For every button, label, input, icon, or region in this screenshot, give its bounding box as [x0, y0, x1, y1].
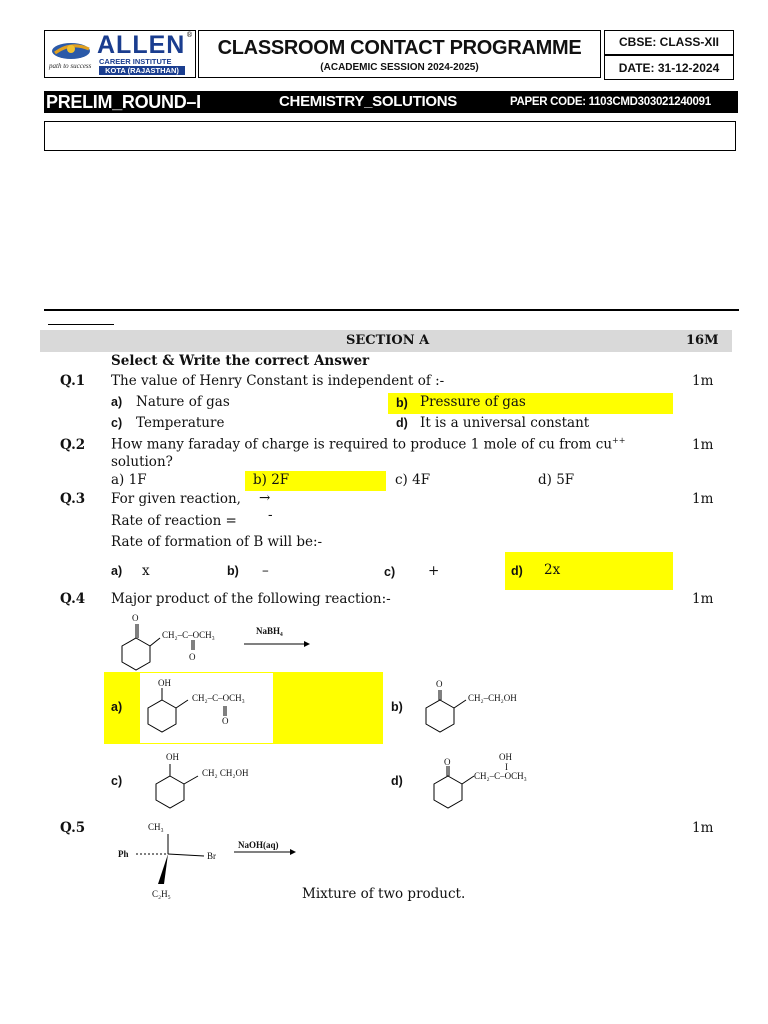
- q3-rate: Rate of reaction =: [111, 513, 237, 529]
- q3-line3: Rate of formation of B will be:-: [111, 534, 323, 550]
- subject-label: CHEMISTRY_SOLUTIONS: [279, 93, 457, 110]
- q5-number: Q.5: [60, 820, 86, 836]
- q4-reactant-chain: CH₂–C–OCH₃: [162, 630, 215, 640]
- logo-sub1: CAREER INSTITUTE: [99, 57, 172, 66]
- q1-option-b: Pressure of gas: [420, 394, 526, 410]
- registered-icon: ®: [186, 31, 193, 39]
- q2-option-a: a) 1F: [111, 472, 147, 488]
- q4-option-d-label: d): [391, 774, 403, 788]
- logo-name: ALLEN: [97, 31, 186, 59]
- q4-option-b-oxygen: O: [436, 679, 443, 689]
- q4-option-a-label: a): [111, 700, 123, 714]
- q4-option-b-structure: [420, 678, 480, 738]
- q1-option-b-label: b): [396, 396, 408, 410]
- q4-reactant-structure: [112, 612, 312, 672]
- q3-option-c-label: c): [384, 565, 396, 579]
- q3-arrow: →: [259, 490, 271, 506]
- session-label: (ACADEMIC SESSION 2024-2025): [320, 62, 479, 73]
- q2-text-line2: solution?: [111, 454, 173, 470]
- q4-option-a-carbonyl-o: O: [222, 716, 229, 726]
- title-bar: [44, 91, 738, 113]
- q2-text-sup: ++: [612, 436, 626, 445]
- q3-marks: 1m: [692, 491, 714, 507]
- q3-option-b: –: [262, 563, 269, 579]
- paper-code: PAPER CODE: 1103CMD303021240091: [510, 96, 711, 108]
- date-box: [604, 55, 734, 80]
- empty-box: [44, 121, 736, 151]
- round-label: PRELIM_ROUND–I: [46, 92, 201, 112]
- q1-option-c-label: c): [111, 416, 123, 430]
- section-name: SECTION A: [346, 333, 430, 348]
- q4-option-a-oh: OH: [158, 678, 171, 688]
- q5-reagent: NaOH(aq): [238, 840, 279, 850]
- q3-option-b-label: b): [227, 564, 239, 578]
- q2-text-main: How many faraday of charge is required to produce 1 mole of cu from cu: [111, 436, 613, 453]
- q4-reactant-oxygen: O: [132, 613, 139, 623]
- q2-option-b: b) 2F: [253, 472, 290, 488]
- q3-option-a: x: [142, 563, 150, 579]
- q4-reagent: NaBH₄: [256, 626, 283, 636]
- q1-option-a-label: a): [111, 395, 123, 409]
- q4-option-d-oh: OH: [499, 752, 512, 762]
- q2-text: [111, 436, 625, 453]
- q4-option-a-chain: CH₂–C–OCH₃: [192, 693, 245, 703]
- q2-marks: 1m: [692, 437, 714, 453]
- q3-rate-dash: -: [268, 507, 273, 523]
- logo-tagline: path to success: [49, 62, 92, 70]
- q1-number: Q.1: [60, 373, 86, 389]
- class-label: CBSE: CLASS-XII: [618, 35, 719, 49]
- q4-option-d-oxygen: O: [444, 757, 451, 767]
- title-box: [198, 30, 601, 78]
- programme-title: CLASSROOM CONTACT PROGRAMME: [217, 37, 582, 59]
- q1-option-c: Temperature: [136, 415, 225, 431]
- q1-option-d-label: d): [396, 416, 408, 430]
- q4-option-b-label: b): [391, 700, 403, 714]
- q5-bromo: Br: [207, 851, 216, 861]
- short-underline: [48, 324, 114, 325]
- q3-text: For given reaction,: [111, 491, 241, 507]
- q4-option-c-oh: OH: [166, 752, 179, 762]
- q2-option-c: c) 4F: [395, 472, 431, 488]
- q1-text: The value of Henry Constant is independent of :-: [111, 373, 445, 389]
- class-box: [604, 30, 734, 55]
- q4-option-d-bond: I: [505, 762, 508, 772]
- q5-ethyl: C₂H₅: [152, 889, 171, 899]
- logo-box: [44, 30, 196, 78]
- q3-option-d: 2x: [544, 562, 561, 578]
- q1-marks: 1m: [692, 373, 714, 389]
- q4-option-c-chain: CH₂ CH₂OH: [202, 768, 249, 778]
- q4-option-c-label: c): [111, 774, 123, 788]
- q5-reactant-structure: [118, 822, 318, 902]
- section-header: [40, 330, 732, 352]
- q4-option-c-structure: [150, 752, 210, 814]
- logo-sub2: KOTA (RAJASTHAN): [99, 66, 185, 75]
- q5-marks: 1m: [692, 820, 714, 836]
- q4-option-d-chain: CH₂–C–OCH₃: [474, 771, 527, 781]
- q4-number: Q.4: [60, 591, 86, 607]
- q4-option-d-structure: [428, 752, 488, 814]
- q5-phenyl: Ph: [118, 849, 129, 859]
- q4-marks: 1m: [692, 591, 714, 607]
- divider-line: [44, 309, 739, 311]
- q2-number: Q.2: [60, 437, 86, 453]
- q2-option-d: d) 5F: [538, 472, 575, 488]
- q4-reactant-carbonyl-o: O: [189, 652, 196, 662]
- q5-methyl: CH₃: [148, 822, 164, 832]
- q3-option-c: +: [428, 563, 440, 579]
- q4-text: Major product of the following reaction:-: [111, 591, 391, 607]
- section-marks: 16M: [686, 333, 719, 348]
- date-label: DATE: 31-12-2024: [618, 61, 720, 75]
- q3-number: Q.3: [60, 491, 86, 507]
- q3-answer-highlight: [505, 552, 673, 590]
- q1-option-a: Nature of gas: [136, 394, 230, 410]
- q3-option-d-label: d): [511, 564, 523, 578]
- q4-option-b-chain: CH₂–CH₂OH: [468, 693, 517, 703]
- q3-option-a-label: a): [111, 564, 123, 578]
- q1-option-d: It is a universal constant: [420, 415, 590, 431]
- instruction: Select & Write the correct Answer: [111, 353, 370, 369]
- q5-product: Mixture of two product.: [302, 886, 466, 902]
